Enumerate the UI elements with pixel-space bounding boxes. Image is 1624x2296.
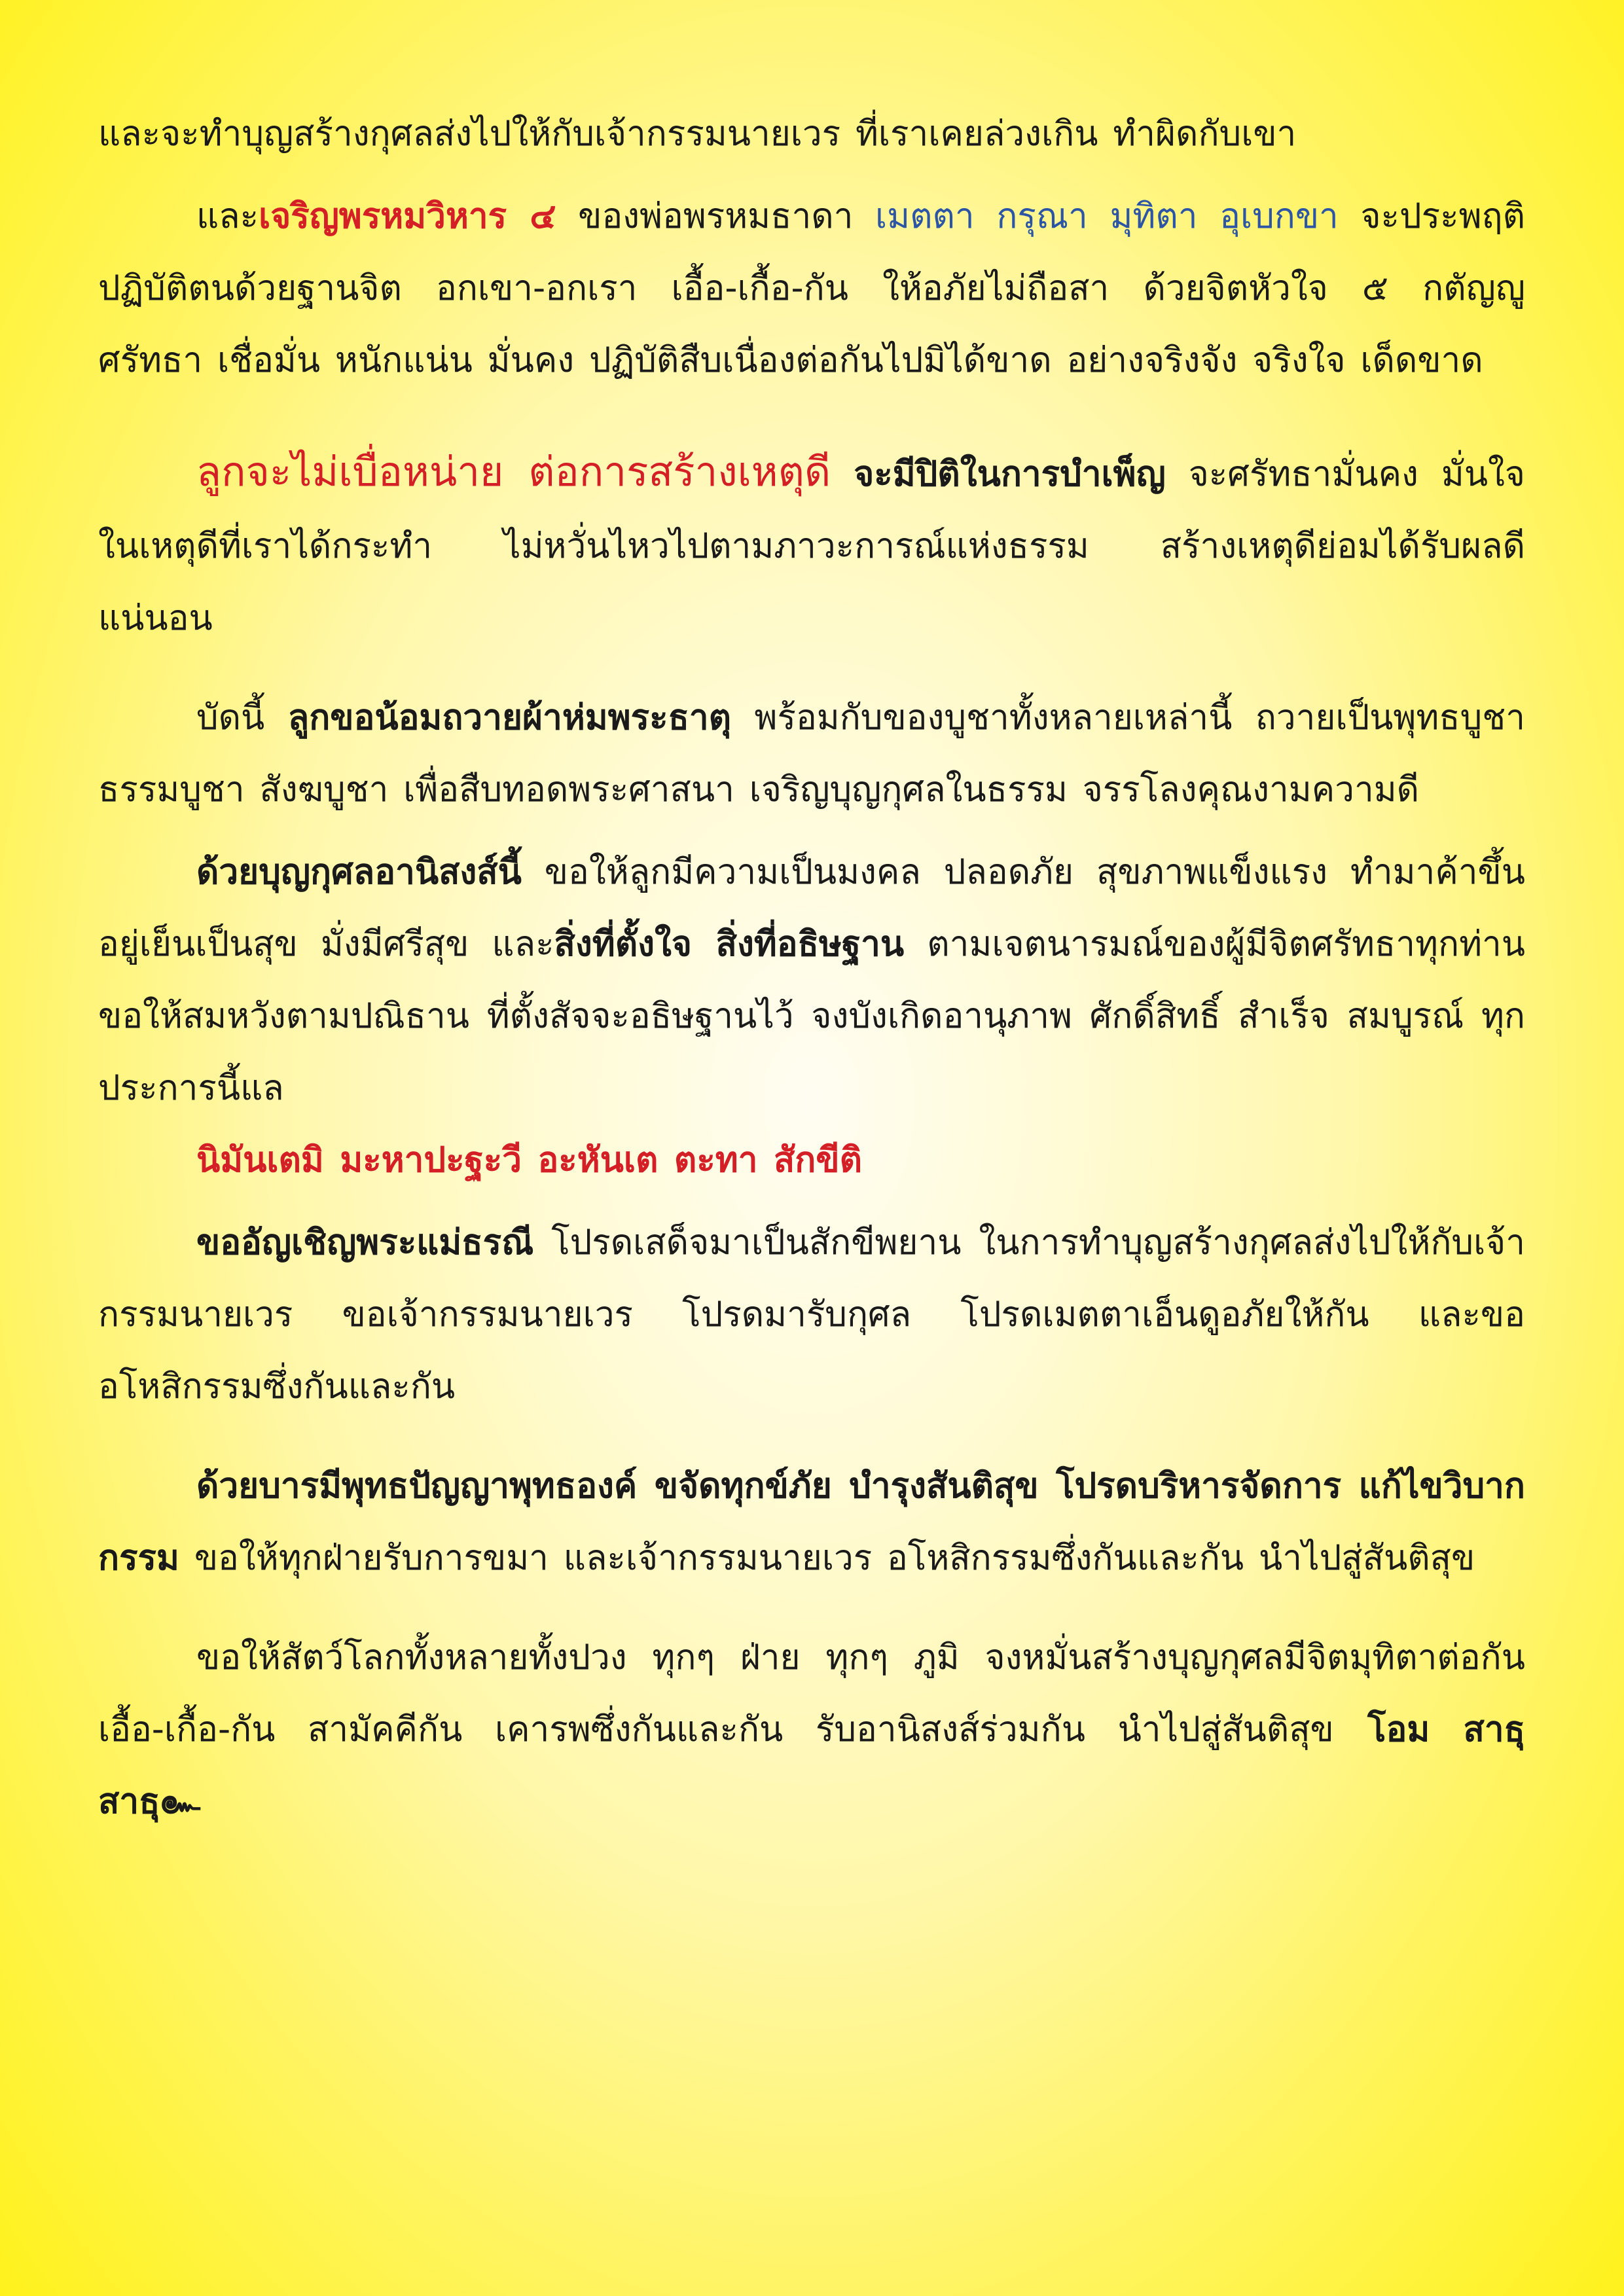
text-span: ตามเจตนารมณ์ของผู้มีจิตศรัทธาทุกท่าน ขอให้สมหวังตามปณิธาน ที่ตั้งสัจจะอธิษฐานไว้ จงบังเกิดอานุภาพ ศักดิ์สิทธิ์ สำเร็จ สมบูรณ์ ทุกประการนี้แล xyxy=(98,924,1525,1108)
closing-blessing: โอม สาธุ สาธุ๛ xyxy=(98,1710,1525,1821)
paragraph-5 xyxy=(98,836,1525,1124)
chant-line: นิมันเตมิ มะหาปะฐะวี อะหันเต ตะทา สักขีติ xyxy=(196,1140,863,1180)
emphasis-bold: ขออัญเชิญพระแม่ธรณี xyxy=(196,1223,534,1263)
text-span: พร้อมกับของบูชาทั้งหลายเหล่านี้ ถวายเป็นพุทธบูชา ธรรมบูชา สังฆบูชา เพื่อสืบทอดพระศาสนา เจริญบุญกุศลในธรรม จรรโลงคุณงามความดี xyxy=(98,698,1525,810)
emphasis-heading-red: ลูกจะไม่เบื่อหน่าย ต่อการสร้างเหตุดี xyxy=(196,448,831,495)
text-span: ขอให้ลูกมีความเป็นมงคล ปลอดภัย สุขภาพแข็งแรง ทำมาค้าขึ้น อยู่เย็นเป็นสุข มั่งมีศรีสุข และ xyxy=(98,852,1525,964)
text-span: ขอให้ทุกฝ่ายรับการขมา และเจ้ากรรมนายเวร อโหสิกรรมซึ่งกันและกัน นำไปสู่สันติสุข xyxy=(179,1538,1475,1578)
text-span: ขอให้สัตว์โลกทั้งหลายทั้งปวง ทุกๆ ฝ่าย ทุกๆ ภูมิ จงหมั่นสร้างบุญกุศลมีจิตมุทิตาต่อกัน เอื้อ-เกื้อ-กัน สามัคคีกัน เคารพซึ่งกันและกัน รับอานิสงส์ร่วมกัน นำไปสู่สันติสุข xyxy=(98,1638,1525,1749)
paragraph-1 xyxy=(98,98,1525,170)
paragraph-7 xyxy=(98,1207,1525,1423)
text-span: โปรดเสด็จมาเป็นสักขีพยาน ในการทำบุญสร้างกุศลส่งไปให้กับเจ้ากรรมนายเวร ขอเจ้ากรรมนายเวร โปรดมารับกุศล โปรดเมตตาเอ็นดูอภัยให้กัน และขออโหสิกรรมซึ่งกันและกัน xyxy=(98,1223,1525,1407)
text-span: และจะทำบุญสร้างกุศลส่งไปให้กับเจ้ากรรมนายเวร ที่เราเคยล่วงเกิน ทำผิดกับเขา xyxy=(98,114,1297,154)
paragraph-9 xyxy=(98,1622,1525,1838)
text-span xyxy=(831,454,854,494)
text-span: และ xyxy=(196,196,259,236)
paragraph-8 xyxy=(98,1450,1525,1594)
prayer-document xyxy=(98,98,1525,1838)
emphasis-bold: ลูกขอน้อมถวายผ้าห่มพระธาตุ xyxy=(287,698,732,738)
emphasis-bold: ด้วยบารมีพุทธปัญญาพุทธองค์ ขจัดทุกข์ภัย บำรุงสันติสุข โปรดบริหารจัดการ แก้ไขวิบากกรรม xyxy=(98,1466,1525,1578)
emphasis-bold: สิ่งที่ตั้งใจ สิ่งที่อธิษฐาน xyxy=(554,924,905,964)
text-span: จะประพฤติปฏิบัติตนด้วยฐานจิต อกเขา-อกเรา เอื้อ-เกื้อ-กัน ให้อภัยไม่ถือสา ด้วยจิตหัวใจ ๕ กตัญญู ศรัทธา เชื่อมั่น หนักแน่น มั่นคง ปฏิบัติสืบเนื่องต่อกันไปมิได้ขาด อย่างจริงจัง จริงใจ เด็ดขาด xyxy=(98,196,1526,380)
paragraph-6-chant xyxy=(98,1124,1525,1196)
text-span: จะศรัทธามั่นคง มั่นใจในเหตุดีที่เราได้กระทำ ไม่หวั่นไหวไปตามภาวะการณ์แห่งธรรม สร้างเหตุดีย่อมได้รับผลดีแน่นอน xyxy=(98,454,1525,638)
emphasis-brahmavihara: เจริญพรหมวิหาร ๔ xyxy=(259,196,556,236)
emphasis-bold: ด้วยบุญกุศลอานิสงส์นี้ xyxy=(196,852,522,892)
paragraph-4 xyxy=(98,682,1525,826)
emphasis-four-virtues: เมตตา กรุณา มุทิตา อุเบกขา xyxy=(875,196,1339,236)
text-span: บัดนี้ xyxy=(196,698,288,738)
paragraph-3 xyxy=(98,436,1525,655)
paragraph-2 xyxy=(98,181,1525,397)
text-span: ของพ่อพรหมธาดา xyxy=(556,196,876,236)
emphasis-bold: จะมีปิติในการบำเพ็ญ xyxy=(854,454,1166,494)
